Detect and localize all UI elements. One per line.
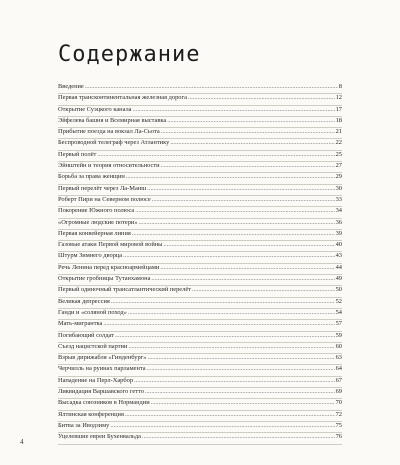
toc-entry-title: Погибающий солдат xyxy=(58,331,114,339)
toc-entry-page: 60 xyxy=(335,342,342,350)
toc-entry-title: Ликвидация Варшавского гетто xyxy=(58,388,144,396)
toc-entry-title: Эйнштейн и теория относительности xyxy=(58,162,160,170)
dot-leader xyxy=(134,377,335,385)
toc-entry xyxy=(58,275,342,286)
toc-entry xyxy=(58,106,342,117)
toc-entry xyxy=(58,230,342,241)
toc-entry-page: 44 xyxy=(335,263,342,271)
toc-entry-title: Введение xyxy=(58,83,84,90)
dot-leader xyxy=(147,185,334,193)
dot-leader xyxy=(133,106,335,114)
toc-entry xyxy=(58,151,342,162)
toc-entry xyxy=(58,388,342,399)
toc-entry-page: 25 xyxy=(335,150,342,158)
dot-leader xyxy=(142,433,335,441)
toc-entry-page: 27 xyxy=(335,162,342,170)
toc-entry-title: Прибытие поезда на вокзал Ла-Сьота xyxy=(58,128,160,136)
toc-entry xyxy=(58,207,342,218)
toc-entry-title: Ганди и «соляной поход» xyxy=(58,308,127,316)
dot-leader xyxy=(152,196,335,204)
toc-entry-title: Первая конвейерная линия xyxy=(58,229,131,237)
dot-leader xyxy=(192,286,335,294)
toc-entry-title: Нападение на Перл-Харбор xyxy=(58,376,134,384)
dot-leader xyxy=(151,275,334,283)
toc-entry-title: Битва за Иводзиму xyxy=(58,421,110,429)
toc-entry-page: 67 xyxy=(335,376,342,384)
dot-leader xyxy=(103,320,334,328)
toc-entry xyxy=(58,94,342,105)
page-title: Содержание xyxy=(58,42,201,67)
toc-entry xyxy=(58,264,342,275)
toc-entry-page: 12 xyxy=(335,94,342,102)
toc-entry-title: Штурм Зимнего дворца xyxy=(58,252,123,260)
toc-entry xyxy=(58,139,342,150)
toc-entry-page: 30 xyxy=(335,184,342,192)
toc-entry-page: 76 xyxy=(335,433,342,441)
dot-leader xyxy=(160,264,334,272)
toc-entry xyxy=(58,196,342,207)
toc-entry-page: 59 xyxy=(335,331,342,339)
toc-entry-title: Высадка союзников в Нормандии xyxy=(58,399,150,407)
toc-entry-title: Съезд нацистской партии xyxy=(58,342,128,350)
toc-entry-page: 64 xyxy=(335,365,342,373)
toc-entry-title: Мать-мигрантка xyxy=(58,320,103,328)
toc-entry-title: Покорение Южного полюса xyxy=(58,207,135,215)
dot-leader xyxy=(123,252,334,260)
toc-entry xyxy=(58,117,342,128)
dot-leader xyxy=(132,230,335,238)
toc-entry-page: 18 xyxy=(335,116,342,124)
toc-entry-title: Черчилль на руинах парламента xyxy=(58,365,146,373)
toc-entry-page: 54 xyxy=(335,308,342,316)
toc-entry-page: 50 xyxy=(335,286,342,294)
toc-entry-page: 49 xyxy=(335,275,342,283)
toc-entry-title: Первый перелёт через Ла-Манш xyxy=(58,184,147,192)
dot-leader xyxy=(128,309,335,317)
toc-entry-page: 8 xyxy=(338,83,342,90)
dot-leader xyxy=(188,94,335,102)
toc-entry-page: 63 xyxy=(335,354,342,362)
table-of-contents xyxy=(58,83,342,445)
toc-entry-page: 17 xyxy=(335,105,342,113)
toc-entry xyxy=(58,162,342,173)
toc-entry xyxy=(58,411,342,422)
toc-entry xyxy=(58,365,342,376)
toc-entry xyxy=(58,173,342,184)
dot-leader xyxy=(151,399,335,407)
dot-leader xyxy=(97,151,334,159)
toc-entry-title: Речь Ленина перед красноармейцами xyxy=(58,263,160,271)
toc-entry xyxy=(58,128,342,139)
toc-entry-page: 36 xyxy=(335,218,342,226)
dot-leader xyxy=(161,128,335,136)
toc-entry xyxy=(58,219,342,230)
toc-entry xyxy=(58,286,342,297)
dot-leader xyxy=(110,422,334,430)
toc-entry-title: Газовые атаки Первой мировой войны xyxy=(58,241,163,249)
dot-leader xyxy=(125,411,335,419)
toc-entry-title: Первый полёт xyxy=(58,150,97,158)
toc-entry-title: Первая трансконтинентальная железная дорога xyxy=(58,94,187,102)
toc-entry-title: Ялтинская конференция xyxy=(58,410,124,418)
toc-entry xyxy=(58,399,342,410)
toc-entry-title: Роберт Пири на Северном полюсе xyxy=(58,195,151,203)
toc-entry-page: 34 xyxy=(335,207,342,215)
dot-leader xyxy=(111,298,335,306)
toc-entry xyxy=(58,83,342,94)
toc-entry-title: «Огромные людские потери» xyxy=(58,218,138,226)
toc-entry-page: 21 xyxy=(335,128,342,136)
toc-entry-page: 29 xyxy=(335,173,342,181)
toc-entry xyxy=(58,185,342,196)
toc-entry xyxy=(58,433,342,444)
toc-entry xyxy=(58,241,342,252)
toc-entry-page: 69 xyxy=(335,388,342,396)
toc-entry-title: Открытие гробницы Тутанхамона xyxy=(58,275,151,283)
toc-entry-title: Великая депрессия xyxy=(58,297,110,305)
toc-entry-page: 52 xyxy=(335,297,342,305)
dot-leader xyxy=(147,354,334,362)
toc-entry xyxy=(58,332,342,343)
toc-entry-page: 57 xyxy=(335,320,342,328)
toc-entry xyxy=(58,343,342,354)
toc-entry-page: 40 xyxy=(335,241,342,249)
toc-entry xyxy=(58,252,342,263)
dot-leader xyxy=(170,139,334,147)
dot-leader xyxy=(161,162,335,170)
toc-entry-title: Взрыв дирижабля «Гинденбург» xyxy=(58,354,147,362)
toc-entry xyxy=(58,309,342,320)
dot-leader xyxy=(115,332,335,340)
dot-leader xyxy=(145,388,335,396)
toc-entry-title: Борьба за права женщин xyxy=(58,173,125,181)
dot-leader xyxy=(139,219,335,227)
dot-leader xyxy=(128,343,334,351)
toc-entry-page: 39 xyxy=(335,229,342,237)
dot-leader xyxy=(135,207,334,215)
dot-leader xyxy=(167,117,334,125)
toc-entry xyxy=(58,354,342,365)
toc-entry-title: Уцелевшие евреи Бухенвальда xyxy=(58,433,141,441)
dot-leader xyxy=(163,241,334,249)
toc-entry-title: Первый одиночный трансатлантический перелёт xyxy=(58,286,191,294)
toc-entry-title: Открытие Суэцкого канала xyxy=(58,105,132,113)
toc-entry-page: 72 xyxy=(335,410,342,418)
toc-entry-title: Беспроводной телеграф через Атлантику xyxy=(58,139,170,147)
page-number: 4 xyxy=(20,438,24,446)
toc-entry xyxy=(58,422,342,433)
toc-entry-page: 22 xyxy=(335,139,342,147)
toc-entry xyxy=(58,320,342,331)
toc-entry-page: 75 xyxy=(335,421,342,429)
toc-entry xyxy=(58,298,342,309)
dot-leader xyxy=(85,83,338,91)
dot-leader xyxy=(126,173,335,181)
toc-entry-page: 70 xyxy=(335,399,342,407)
toc-entry xyxy=(58,377,342,388)
toc-entry-title: Эйфелева башня и Всемирная выставка xyxy=(58,116,167,124)
toc-entry-page: 43 xyxy=(335,252,342,260)
toc-entry-page: 33 xyxy=(335,195,342,203)
dot-leader xyxy=(147,365,335,373)
